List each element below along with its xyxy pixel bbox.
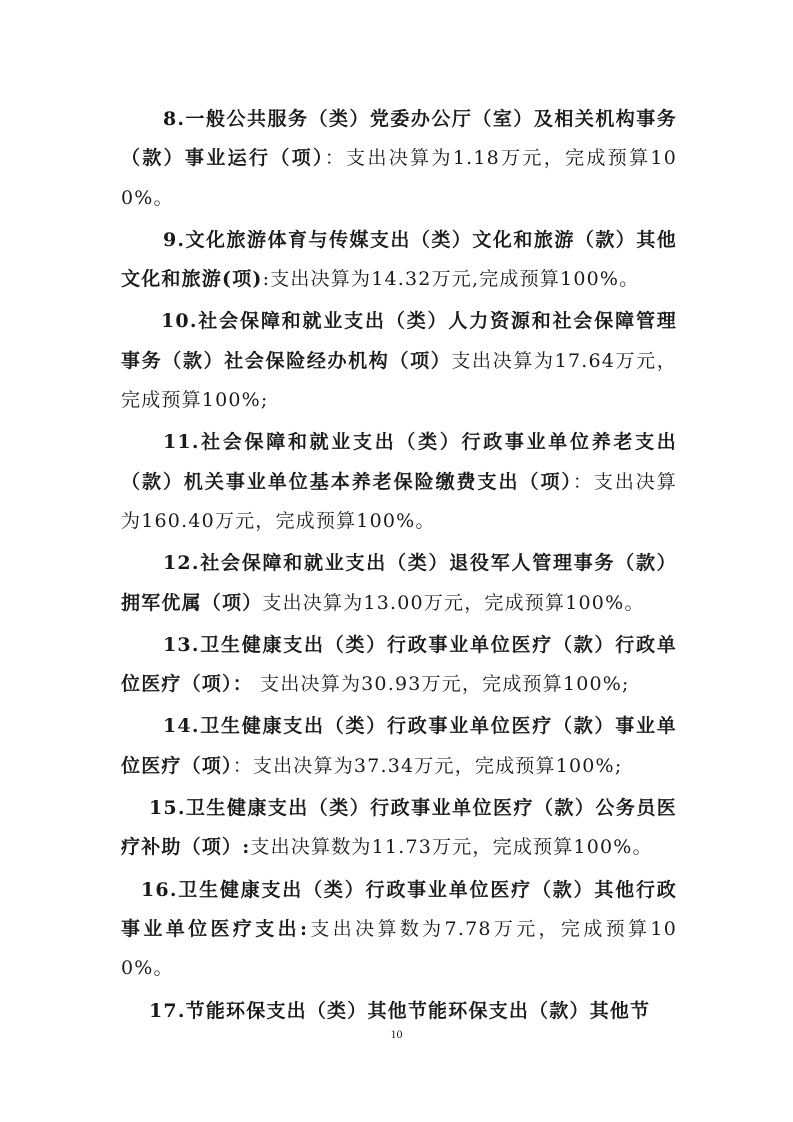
paragraph-item-17 bbox=[121, 992, 677, 1031]
paragraph-item-11 bbox=[121, 423, 677, 541]
paragraph-heading: 16.卫生健康支出（类）行政事业单位医疗（款）其他行政事业单位医疗支出: bbox=[121, 878, 677, 940]
paragraph-text: 支出决算为13.00万元，完成预算100%。 bbox=[262, 591, 645, 614]
paragraph-item-13 bbox=[121, 626, 677, 705]
paragraph-heading: 8.一般公共服务（类）党委办公厅（室）及相关机构事务（款）事业运行（项） bbox=[121, 108, 677, 170]
paragraph-heading: 11.社会保障和就业支出（类）行政事业单位养老支出（款）机关事业单位基本养老保险缴费支出（项） bbox=[121, 431, 677, 493]
document-body bbox=[121, 100, 677, 1034]
paragraph-text: 支出决算为17.64万元，完成预算100%; bbox=[121, 349, 677, 412]
paragraph-text: ：支出决算为1.18万元，完成预算100%。 bbox=[121, 147, 677, 209]
paragraph-heading: 13.卫生健康支出（类）行政事业单位医疗（款）行政单位医疗（项）： bbox=[121, 633, 677, 696]
paragraph-text: 支出决算数为11.73万元，完成预算100%。 bbox=[250, 836, 653, 859]
paragraph-text: 支出决算为30.93万元，完成预算100%; bbox=[252, 673, 630, 696]
page-number: 10 bbox=[390, 1027, 403, 1041]
paragraph-text: ：支出决算为37.34万元，完成预算100%; bbox=[232, 754, 623, 777]
paragraph-heading: 14.卫生健康支出（类）行政事业单位医疗（款）事业单位医疗（项） bbox=[121, 715, 677, 777]
paragraph-item-8 bbox=[121, 100, 677, 218]
paragraph-heading: 9.文化旅游体育与传媒支出（类）文化和旅游（款）其他文化和旅游(项) bbox=[121, 228, 677, 291]
paragraph-heading: 15.卫生健康支出（类）行政事业单位医疗（款）公务员医疗补助（项）: bbox=[121, 797, 677, 859]
paragraph-text: 支出决算数为7.78万元，完成预算100%。 bbox=[121, 917, 677, 980]
paragraph-item-15 bbox=[121, 789, 677, 868]
paragraph-item-10 bbox=[121, 302, 677, 420]
paragraph-heading: 17.节能环保支出（类）其他节能环保支出（款）其他节 bbox=[149, 999, 651, 1022]
paragraph-text: ：支出决算为160.40万元，完成预算100%。 bbox=[121, 470, 677, 532]
paragraph-heading: 10.社会保障和就业支出（类）人力资源和社会保障管理事务（款）社会保险经办机构（项） bbox=[121, 310, 677, 372]
paragraph-heading: 12.社会保障和就业支出（类）退役军人管理事务（款）拥军优属（项） bbox=[121, 552, 677, 614]
paragraph-text: :支出决算为14.32万元,完成预算100%。 bbox=[262, 268, 640, 291]
paragraph-item-12 bbox=[121, 544, 677, 623]
paragraph-item-16 bbox=[121, 871, 677, 989]
paragraph-item-14 bbox=[121, 707, 677, 786]
paragraph-item-9 bbox=[121, 221, 677, 300]
